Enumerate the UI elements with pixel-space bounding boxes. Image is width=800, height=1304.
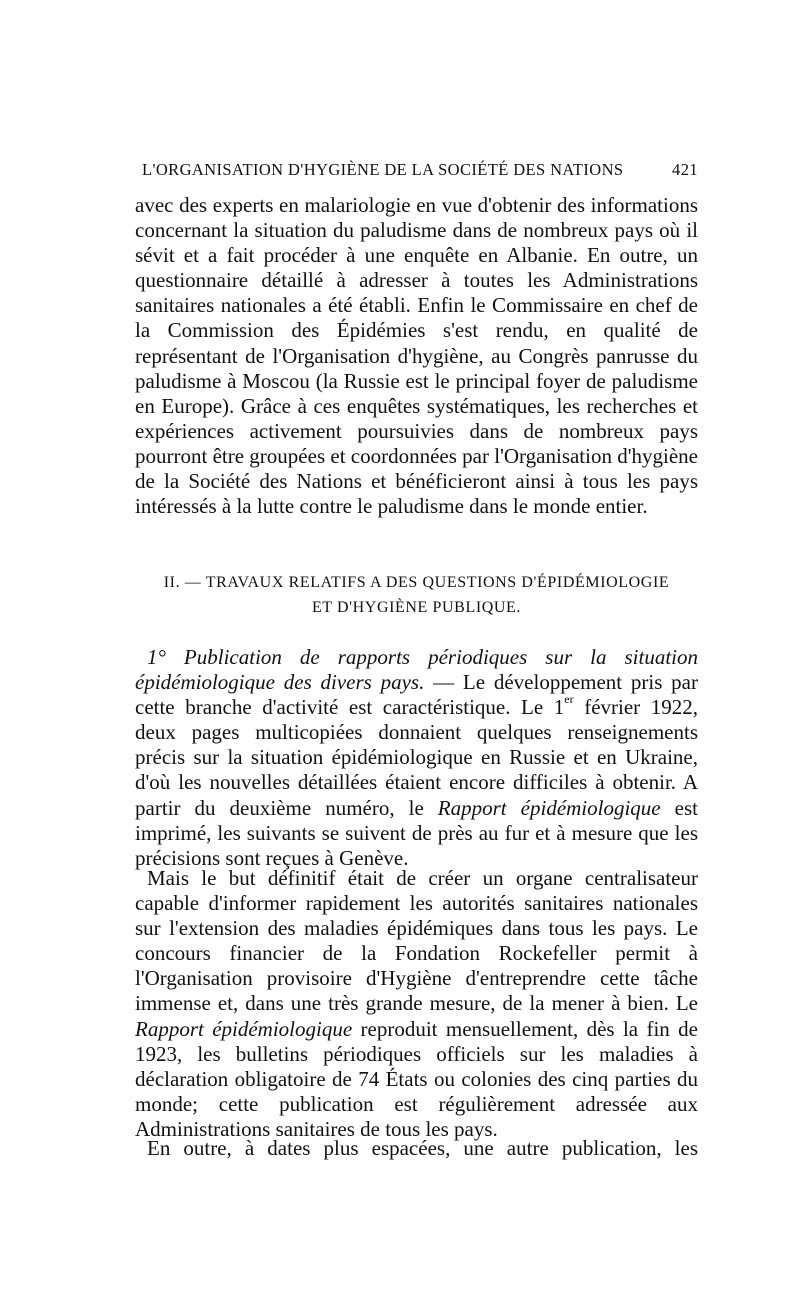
paragraph-text: reproduit mensuellement, dès la fin de 1923, les bulletins périodiques officiels sur les maladies à déclaration obligatoire de 74 États ou colonies des cinq parties du monde; cette publication est régulièrement adressée aux Administrations sanitaires de tous les pays. bbox=[135, 1016, 698, 1141]
paragraph-publication bbox=[135, 645, 698, 871]
paragraph-text: est imprimé, les suivants se suivent de près au fur et à mesure que les précisions sont reçues à Genève. bbox=[135, 795, 698, 870]
page-number: 421 bbox=[672, 160, 698, 179]
paragraph-text: Mais le but définitif était de créer un organe centralisateur capable d'informer rapidement les autorités sanitaires nationales sur l'extension des maladies épidémiques dans tous les pays. Le concours financier de la Fondation Rockefeller permit à l'Organisation provisoire d'Hygiène d'entreprendre cette tâche immense et, dans une très grande mesure, de la mener à bien. Le bbox=[135, 866, 698, 1016]
paragraph-block-3 bbox=[135, 866, 698, 1142]
superscript: er bbox=[564, 692, 574, 707]
italic-title: Rapport épidémiologique bbox=[437, 795, 661, 820]
paragraph-lead-italic: 1° Publication de rapports périodiques sur la situation épidémiologique des divers pays. bbox=[135, 645, 698, 695]
paragraph-other-publication: En outre, à dates plus espacées, une autre publication, les bbox=[147, 1136, 698, 1160]
paragraph-text: février 1922, deux pages multicopiées donnaient quelques renseignements précis sur la situation épidémiologique en Russie et en Ukraine, d'où les nouvelles détaillées étaient encore difficiles à obtenir. A partir du deuxième numéro, le bbox=[135, 695, 698, 820]
section-heading-line-2: ET D'HYGIÈNE PUBLIQUE. bbox=[311, 599, 522, 616]
paragraph-malaria: avec des experts en malariologie en vue d'obtenir des informations concernant la situation du paludisme dans de nombreux pays où il sévit et a fait procéder à une enquête en Albanie. En outre, un questionnaire détaillé à adresser à toutes les Administrations sanitaires nationales a été établi. Enfin le Commissaire en chef de la Commission des Épidémies s'est rendu, en qualité de représentant de l'Organisation d'hygiène, au Congrès panrusse du paludisme à Moscou (la Russie est le principal foyer de paludisme en Europe). Grâce à ces enquêtes systématiques, les recherches et expériences activement poursuivies dans de nombreux pays pourront être groupées et coordonnées par l'Organisation d'hygiène de la Société des Nations et bénéficieront ainsi à tous les pays intéressés à la lutte contre le paludisme dans le monde entier. bbox=[135, 193, 698, 519]
paragraph-block-1 bbox=[135, 193, 698, 519]
running-head-title: L'ORGANISATION D'HYGIÈNE DE LA SOCIÉTÉ DES NATIONS bbox=[142, 160, 624, 179]
running-head bbox=[142, 160, 698, 180]
section-heading-line-1: II. — TRAVAUX RELATIFS A DES QUESTIONS D'ÉPIDÉMIOLOGIE bbox=[163, 574, 670, 591]
italic-title: Rapport épidémiologique bbox=[135, 1016, 353, 1041]
paragraph-goal bbox=[135, 866, 698, 1142]
section-heading bbox=[135, 570, 698, 620]
paragraph-block-2 bbox=[135, 645, 698, 871]
paragraph-text: — Le développement pris par cette branche d'activité est caractéristique. Le 1 bbox=[135, 670, 698, 720]
paragraph-block-4 bbox=[135, 1136, 698, 1161]
